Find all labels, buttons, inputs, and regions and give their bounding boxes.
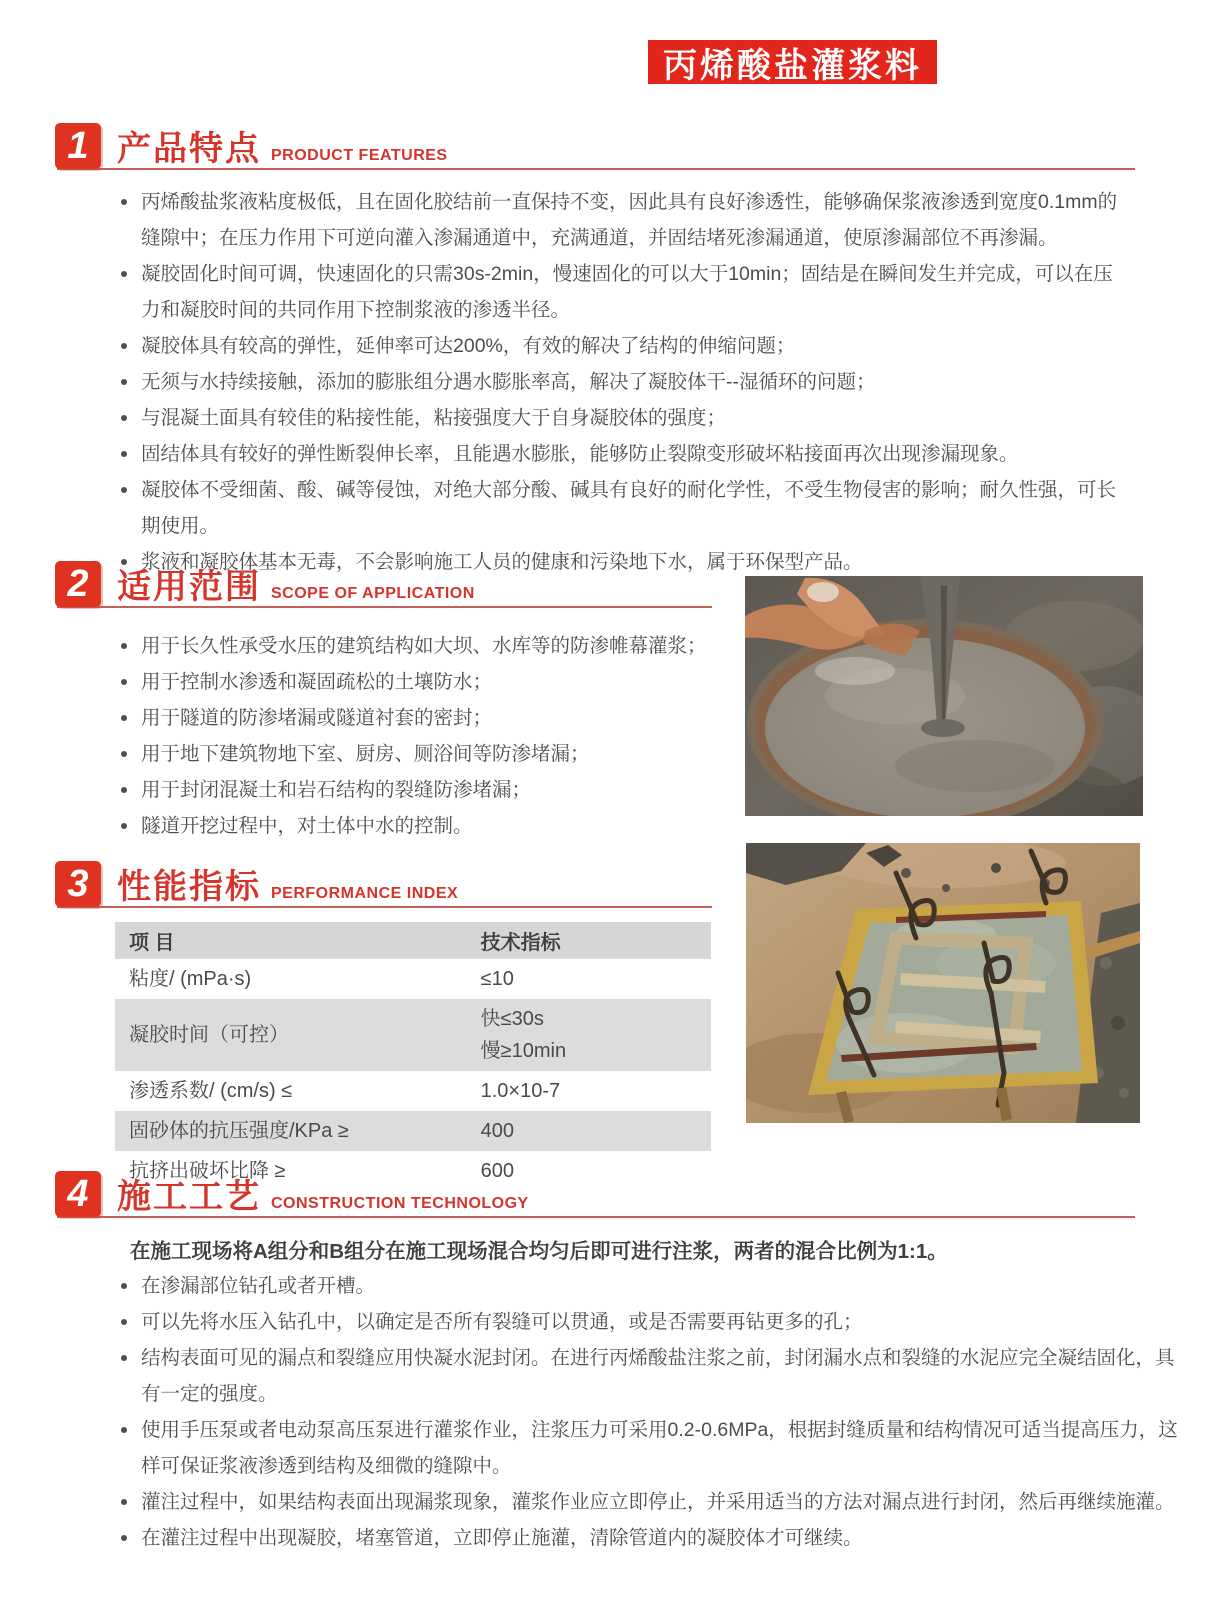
construction-intro-text: 在施工现场将A组分和B组分在施工现场混合均匀后即可进行注浆，两者的混合比例为1:1。	[130, 1240, 948, 1263]
bullet-icon	[121, 787, 127, 793]
section-subtitle: CONSTRUCTION TECHNOLOGY	[271, 1195, 529, 1212]
table-row	[115, 1111, 711, 1151]
list-item-text: 隧道开挖过程中，对土体中水的控制。	[141, 815, 473, 837]
bullet-icon	[121, 1535, 127, 1541]
list-item	[115, 328, 1120, 364]
list-item	[115, 1340, 1193, 1412]
table-row	[115, 999, 711, 1071]
table-cell-line: 600	[480, 1160, 514, 1182]
section-header	[55, 123, 1133, 171]
section-number-badge: 4	[55, 1171, 101, 1217]
table-cell-line: 1.0×10-7	[480, 1080, 561, 1102]
bullet-icon	[121, 1319, 127, 1325]
table-body	[115, 959, 711, 1191]
table-head	[115, 922, 711, 959]
bullet-icon	[121, 715, 127, 721]
list-item	[115, 1268, 1193, 1304]
table-cell-line: 固砂体的抗压强度/KPa ≥	[129, 1120, 349, 1142]
list-item-text: 用于控制水渗透和凝固疏松的土壤防水；	[141, 671, 493, 693]
performance-index-table	[115, 922, 711, 1191]
section-number-badge: 2	[55, 561, 101, 607]
section-subtitle: PRODUCT FEATURES	[271, 147, 448, 164]
list-item	[115, 700, 730, 736]
section-number-badge: 1	[55, 123, 101, 169]
product-features-list	[115, 184, 1120, 580]
table-cell-line: 快≤30s	[480, 1008, 544, 1030]
bullet-icon	[121, 415, 127, 421]
list-item-text: 在灌注过程中出现凝胶，堵塞管道，立即停止施灌，清除管道内的凝胶体才可继续。	[141, 1527, 863, 1549]
list-item-text: 凝胶固化时间可调，快速固化的只需30s-2min，慢速固化的可以大于10min；固结是在瞬间发生并完成，可以在压力和凝胶时间的共同作用下控制浆液的渗透半径。	[141, 263, 1113, 321]
page-title: 丙烯酸盐灌浆料	[648, 40, 937, 84]
table-row	[115, 959, 711, 999]
section-construction-technology	[55, 1171, 1133, 1219]
formwork-grouting-photo	[746, 843, 1140, 1123]
scope-of-application-list	[115, 628, 730, 844]
section-header	[55, 1171, 1133, 1219]
list-item	[115, 472, 1120, 544]
list-item-text: 用于长久性承受水压的建筑结构如大坝、水库等的防渗帷幕灌浆；	[141, 635, 707, 657]
list-item	[115, 664, 730, 700]
list-item	[115, 1520, 1193, 1556]
bullet-icon	[121, 1427, 127, 1433]
section-title: 施工工艺	[117, 1178, 261, 1216]
list-item	[115, 808, 730, 844]
list-item	[115, 772, 730, 808]
section-number-badge: 3	[55, 861, 101, 907]
table-header-cell: 项 目	[115, 922, 467, 959]
table-cell	[467, 1111, 711, 1151]
table-header-cell: 技术指标	[467, 922, 711, 959]
section-title: 适用范围	[117, 568, 261, 606]
table-cell-line: 400	[480, 1120, 514, 1142]
list-item	[115, 184, 1120, 256]
section-header	[55, 861, 710, 909]
bullet-icon	[121, 343, 127, 349]
table-cell-line: 凝胶时间（可控）	[129, 1024, 289, 1046]
section-product-features	[55, 123, 1133, 171]
section-title: 产品特点	[117, 130, 261, 168]
table-header-row	[115, 922, 711, 959]
list-item-text: 使用手压泵或者电动泵高压泵进行灌浆作业，注浆压力可采用0.2-0.6MPa，根据封缝质量和结构情况可适当提高压力，这样可保证浆液渗透到结构及细微的缝隙中。	[141, 1419, 1178, 1477]
bullet-icon	[121, 643, 127, 649]
construction-steps-list	[115, 1268, 1193, 1556]
table-cell-line: 慢≥10min	[480, 1040, 567, 1062]
list-item	[115, 436, 1120, 472]
table-cell	[115, 999, 467, 1071]
bullet-icon	[121, 751, 127, 757]
bullet-icon	[121, 379, 127, 385]
list-item-text: 凝胶体不受细菌、酸、碱等侵蚀，对绝大部分酸、碱具有良好的耐化学性，不受生物侵害的影响；耐久性强，可长期使用。	[141, 479, 1117, 537]
performance-index-table-wrap	[115, 922, 711, 1191]
list-item-text: 用于封闭混凝土和岩石结构的裂缝防渗堵漏；	[141, 779, 532, 801]
list-item-text: 用于地下建筑物地下室、厨房、厕浴间等防渗堵漏；	[141, 743, 590, 765]
list-item	[115, 364, 1120, 400]
table-cell	[115, 1111, 467, 1151]
list-item	[115, 628, 730, 664]
list-item-text: 浆液和凝胶体基本无毒，不会影响施工人员的健康和污染地下水，属于环保型产品。	[141, 551, 863, 573]
table-row	[115, 1071, 711, 1111]
list-item	[115, 1484, 1193, 1520]
list-item-text: 用于隧道的防渗堵漏或隧道衬套的密封；	[141, 707, 493, 729]
table-cell	[467, 959, 711, 999]
list-item	[115, 1412, 1193, 1484]
bullet-icon	[121, 451, 127, 457]
section-title: 性能指标	[117, 868, 261, 906]
list-item-text: 与混凝土面具有较佳的粘接性能，粘接强度大于自身凝胶体的强度；	[141, 407, 727, 429]
list-item-text: 固结体具有较好的弹性断裂伸长率，且能遇水膨胀，能够防止裂隙变形破坏粘接面再次出现渗漏现象。	[141, 443, 1019, 465]
section-subtitle: SCOPE OF APPLICATION	[271, 585, 475, 602]
list-item-text: 可以先将水压入钻孔中，以确定是否所有裂缝可以贯通，或是否需要再钻更多的孔；	[141, 1311, 863, 1333]
table-cell	[467, 1071, 711, 1111]
table-cell	[467, 999, 711, 1071]
list-item-text: 在渗漏部位钻孔或者开槽。	[141, 1275, 376, 1297]
section-performance-index	[55, 861, 710, 909]
list-item	[115, 1304, 1193, 1340]
list-item-text: 凝胶体具有较高的弹性，延伸率可达200%，有效的解决了结构的伸缩问题；	[141, 335, 796, 357]
table-cell-line: 粘度/ (mPa·s)	[129, 968, 252, 990]
section-scope-of-application	[55, 561, 710, 609]
bullet-icon	[121, 1499, 127, 1505]
table-cell-line: 渗透系数/ (cm/s) ≤	[129, 1080, 293, 1102]
bullet-icon	[121, 1283, 127, 1289]
list-item-text: 无须与水持续接触，添加的膨胀组分遇水膨胀率高，解决了凝胶体干--湿循环的问题；	[141, 371, 876, 393]
bullet-icon	[121, 199, 127, 205]
bullet-icon	[121, 1355, 127, 1361]
table-cell	[115, 959, 467, 999]
section-subtitle: PERFORMANCE INDEX	[271, 885, 459, 902]
bullet-icon	[121, 271, 127, 277]
list-item	[115, 736, 730, 772]
table-cell-line: ≤10	[480, 968, 514, 990]
table-cell	[115, 1071, 467, 1111]
grout-pouring-photo	[745, 576, 1143, 816]
list-item-text: 丙烯酸盐浆液粘度极低，且在固化胶结前一直保持不变，因此具有良好渗透性，能够确保浆液渗透到宽度0.1mm的缝隙中；在压力作用下可逆向灌入渗漏通道中，充满通道，并固结堵死渗漏通道，使原渗漏部位不再渗漏。	[141, 191, 1118, 249]
list-item	[115, 256, 1120, 328]
section-header	[55, 561, 710, 609]
list-item	[115, 400, 1120, 436]
bullet-icon	[121, 823, 127, 829]
list-item-text: 灌注过程中，如果结构表面出现漏浆现象，灌浆作业应立即停止，并采用适当的方法对漏点进行封闭，然后再继续施灌。	[141, 1491, 1175, 1513]
bullet-icon	[121, 487, 127, 493]
table-cell-line: 抗挤出破坏比降 ≥	[129, 1160, 286, 1182]
bullet-icon	[121, 679, 127, 685]
list-item-text: 结构表面可见的漏点和裂缝应用快凝水泥封闭。在进行丙烯酸盐注浆之前，封闭漏水点和裂缝的水泥应完全凝结固化，具有一定的强度。	[141, 1347, 1175, 1405]
